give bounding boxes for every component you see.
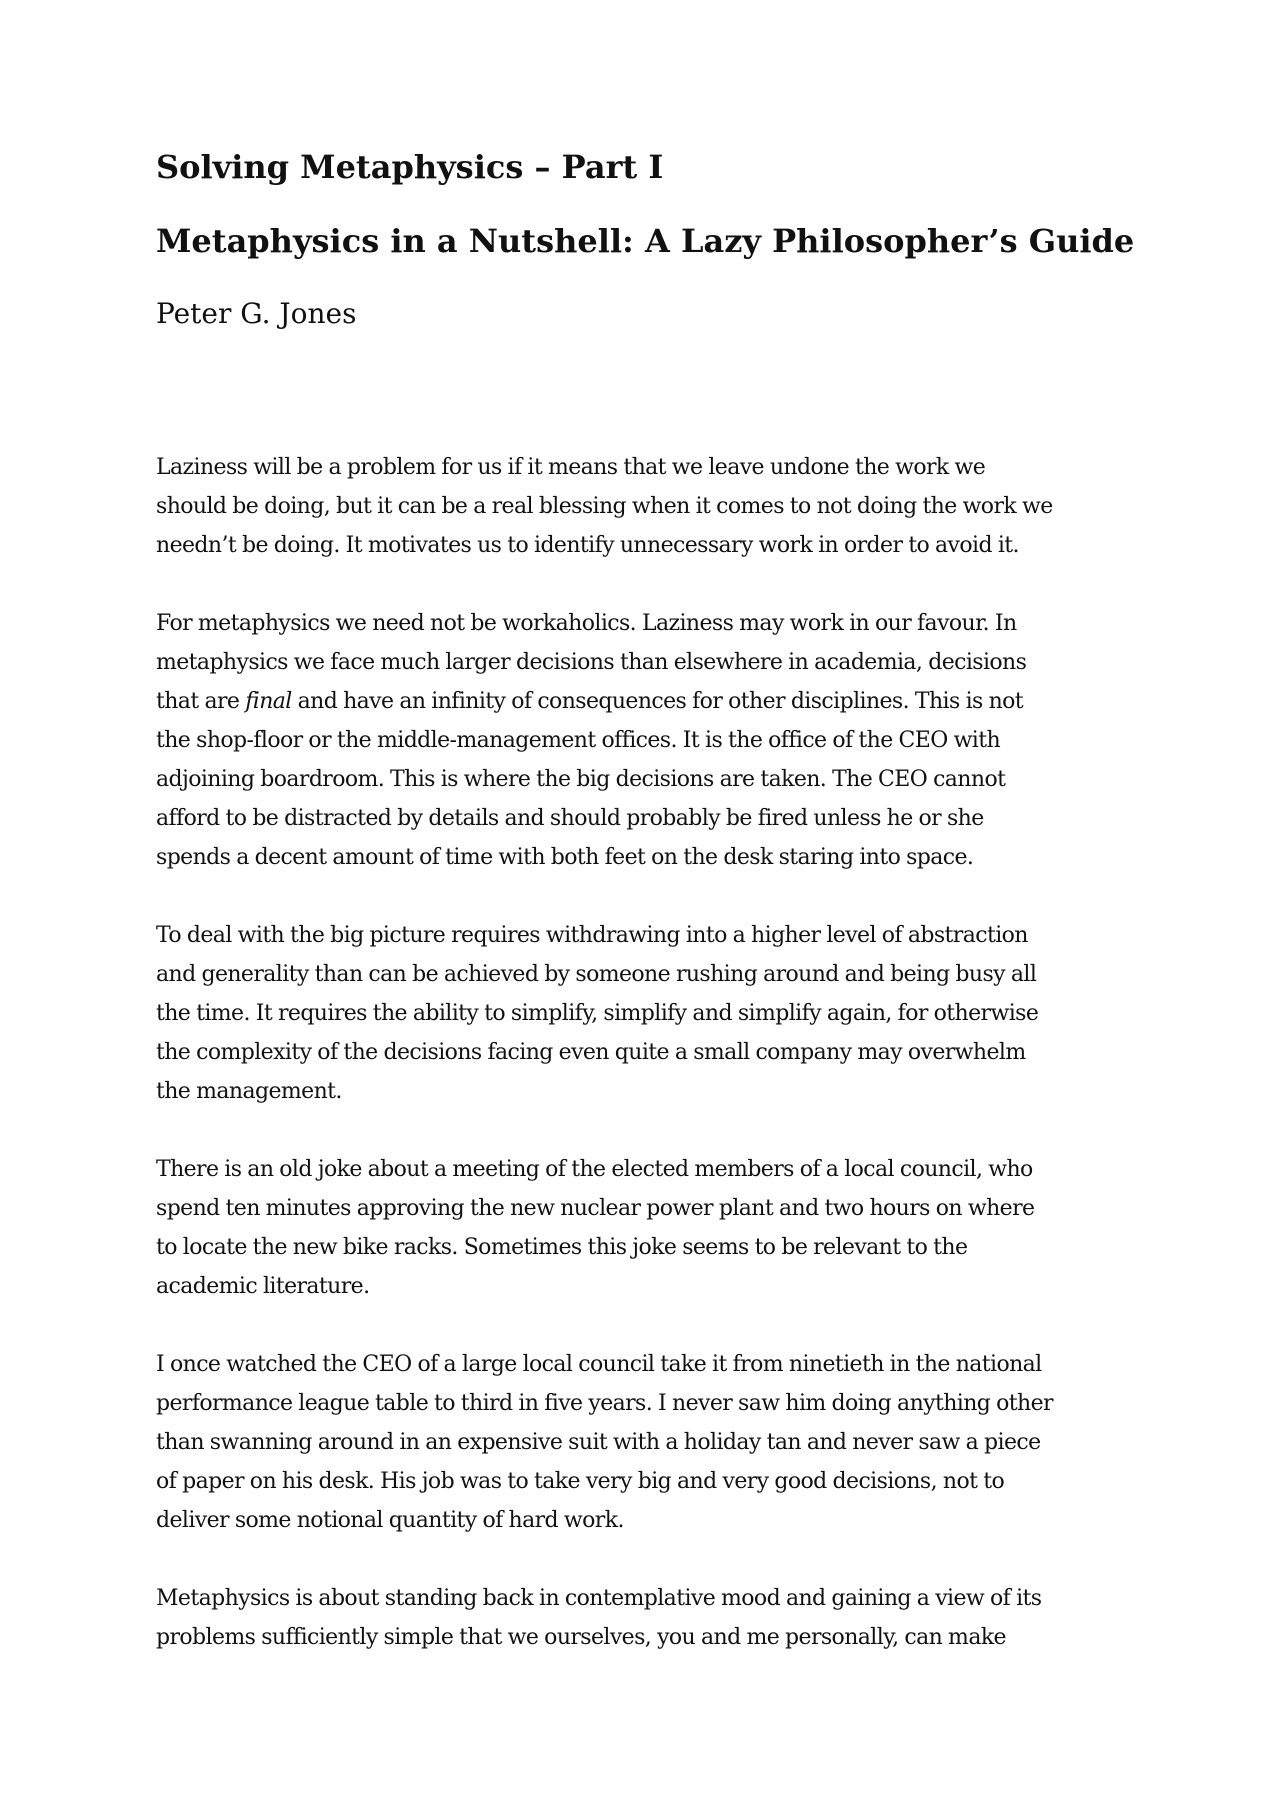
paragraph-line: There is an old joke about a meeting of the elected members of a local council, who	[156, 1157, 1033, 1183]
paragraph-line: the management.	[156, 1079, 342, 1105]
paragraph-line: Metaphysics is about standing back in contemplative mood and gaining a view of its	[156, 1586, 1042, 1612]
paragraph-line: adjoining boardroom. This is where the big decisions are taken. The CEO cannot	[156, 767, 1006, 793]
paragraph-line: and generality than can be achieved by someone rushing around and being busy all	[156, 962, 1037, 988]
paragraph-line	[156, 682, 1156, 721]
paragraph-3	[156, 916, 1156, 1111]
author-name: Peter G. Jones	[156, 296, 357, 330]
paragraph-line: deliver some notional quantity of hard work.	[156, 1508, 624, 1534]
paragraph-line: should be doing, but it can be a real blessing when it comes to not doing the work we	[156, 494, 1053, 520]
document-page	[156, 148, 1156, 1696]
paragraph-1	[156, 448, 1156, 565]
paragraph-line: spend ten minutes approving the new nuclear power plant and two hours on where	[156, 1196, 1035, 1222]
paragraph-line: the time. It requires the ability to simplify, simplify and simplify again, for otherwise	[156, 1001, 1039, 1027]
text-segment: and have an infinity of consequences for other disciplines. This is not	[291, 689, 1024, 715]
paragraph-line: than swanning around in an expensive suit with a holiday tan and never saw a piece	[156, 1430, 1041, 1456]
paragraph-line: metaphysics we face much larger decisions than elsewhere in academia, decisions	[156, 650, 1027, 676]
paragraph-2	[156, 604, 1156, 877]
paragraph-line: performance league table to third in five years. I never saw him doing anything other	[156, 1391, 1053, 1417]
paragraph-line: of paper on his desk. His job was to take very big and very good decisions, not to	[156, 1469, 1005, 1495]
paragraph-line: academic literature.	[156, 1274, 370, 1300]
paragraph-line: problems sufficiently simple that we ourselves, you and me personally, can make	[156, 1625, 1006, 1651]
paragraph-5	[156, 1345, 1156, 1540]
document-subtitle: Metaphysics in a Nutshell: A Lazy Philosopher’s Guide	[156, 222, 1135, 261]
paragraph-6	[156, 1579, 1156, 1657]
paragraph-4	[156, 1150, 1156, 1306]
paragraph-line: to locate the new bike racks. Sometimes this joke seems to be relevant to the	[156, 1235, 968, 1261]
paragraph-line: Laziness will be a problem for us if it means that we leave undone the work we	[156, 455, 986, 481]
paragraph-line: To deal with the big picture requires withdrawing into a higher level of abstraction	[156, 923, 1028, 949]
paragraph-line: afford to be distracted by details and should probably be fired unless he or she	[156, 806, 984, 832]
paragraph-line: the complexity of the decisions facing even quite a small company may overwhelm	[156, 1040, 1026, 1066]
paragraph-line: the shop-floor or the middle-management offices. It is the office of the CEO with	[156, 728, 1001, 754]
paragraph-line: needn’t be doing. It motivates us to identify unnecessary work in order to avoid it.	[156, 533, 1019, 559]
text-segment: that are	[156, 689, 246, 715]
emphasis-final: final	[245, 689, 292, 715]
paragraph-line: For metaphysics we need not be workaholics. Laziness may work in our favour. In	[156, 611, 1017, 637]
document-title: Solving Metaphysics – Part I	[156, 148, 664, 186]
paragraph-line: I once watched the CEO of a large local council take it from ninetieth in the national	[156, 1352, 1042, 1378]
paragraph-line: spends a decent amount of time with both feet on the desk staring into space.	[156, 845, 974, 871]
